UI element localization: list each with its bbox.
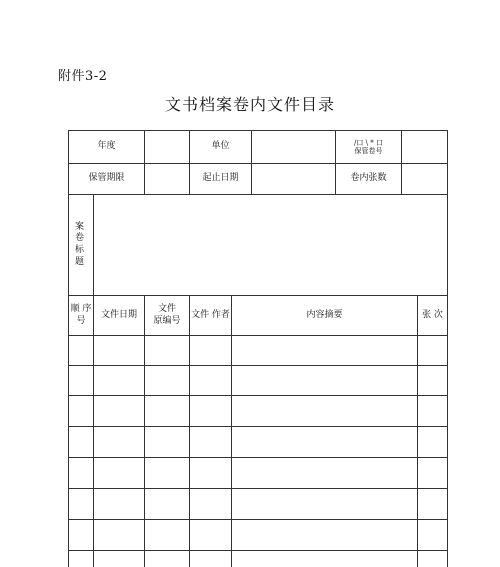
row-divider [69,519,447,520]
year-label: 年度 [97,141,116,152]
sheet-count-value[interactable] [402,164,447,194]
col-divider [231,295,232,567]
document-title: 文书档案卷内文件目录 [164,95,335,114]
date-range-value[interactable] [252,164,335,194]
col-divider [93,295,94,567]
volume-number-label [336,131,401,163]
row-divider [69,550,447,551]
annex-label: 附件3-2 [58,69,108,84]
retention-value[interactable] [145,164,189,194]
row-divider [69,395,447,396]
original-number-header-line2: 原编号 [153,315,181,326]
row-divider [69,335,447,336]
volume-title-label [69,195,93,295]
seq-header [69,296,93,335]
col-divider [417,295,418,567]
col-divider [144,295,145,567]
row-divider [69,488,447,489]
retention-label: 保管期限 [88,173,125,184]
seq-header-line2: 号 [76,315,86,326]
catalog-table [68,130,448,567]
volume-title-value[interactable] [94,195,447,295]
unit-label: 单位 [211,141,230,152]
row-divider [69,365,447,366]
col-divider [189,295,190,567]
sheet-number-header: 张 次 [422,309,443,320]
volume-title-label-line1: 案 卷 [74,221,87,244]
file-date-header: 文件日期 [100,309,137,320]
author-header: 文件 作者 [191,309,230,320]
seq-header-line1: 顺 序 [70,304,92,315]
row-divider [69,457,447,458]
date-range-label: 起止日期 [202,173,239,184]
unit-value[interactable] [252,131,335,163]
original-number-header [145,296,189,335]
row-divider [69,426,447,427]
volume-number-value[interactable] [402,131,447,163]
volume-number-mark: /口 \ * 口 [354,138,383,147]
year-value[interactable] [145,131,189,163]
original-number-header-line1: 文件 [157,304,176,315]
sheet-count-label: 卷内张数 [350,173,387,184]
volume-number-text: 保管卷号 [354,147,383,155]
volume-title-label-line2: 标 题 [74,245,87,267]
summary-header: 内容摘要 [306,309,343,320]
